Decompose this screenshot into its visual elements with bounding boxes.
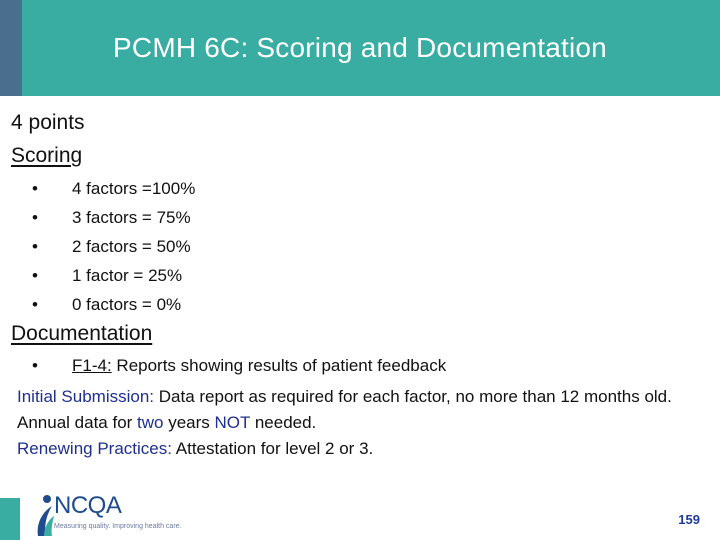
renewing-text: Attestation for level 2 or 3. [171,439,374,458]
footer-accent-bar [0,498,20,540]
factor-reference: F1-4: [72,356,112,375]
ncqa-logo [34,490,182,538]
initial-text-a: Data report as required for each factor, no more than 12 months old. Annual data for [17,387,672,432]
bullet-icon: • [32,266,38,285]
points-label: 4 points [11,111,85,134]
logo-tagline: Measuring quality. Improving health care. [54,523,182,530]
initial-submission-label: Initial Submission: [17,387,155,406]
feedback-item [32,356,446,376]
scoring-list [32,177,195,322]
scoring-item-text: 2 factors = 50% [72,237,191,256]
bullet-icon: • [32,237,38,256]
page-number: 159 [678,512,700,527]
scoring-item-text: 0 factors = 0% [72,295,182,314]
bullet-icon: • [32,295,38,314]
renewing-practices-paragraph [17,436,707,462]
initial-text-c: needed. [250,413,317,432]
initial-not: NOT [214,413,251,432]
feedback-text: Reports showing results of patient feedback [111,356,447,375]
scoring-item-text: 3 factors = 75% [72,208,191,227]
slide-title: PCMH 6C: Scoring and Documentation [113,32,607,63]
title-banner [0,0,720,96]
logo-wordmark: NCQA [54,492,122,519]
initial-submission-paragraph [17,384,707,436]
bullet-icon: • [32,356,38,375]
list-item [32,235,195,264]
scoring-heading: Scoring [11,144,83,167]
list-item [32,264,195,293]
list-item [32,177,195,206]
logo-figure-icon [34,492,56,538]
bullet-icon: • [32,208,38,227]
scoring-item-text: 1 factor = 25% [72,266,183,285]
initial-text-b: years [163,413,215,432]
bullet-icon: • [32,179,38,198]
scoring-item-text: 4 factors =100% [72,179,196,198]
list-item [32,293,195,322]
renewing-label: Renewing Practices: [17,439,172,458]
initial-two: two [137,413,164,432]
documentation-heading: Documentation [11,322,153,345]
banner-edge-accent [0,0,22,96]
list-item [32,206,195,235]
